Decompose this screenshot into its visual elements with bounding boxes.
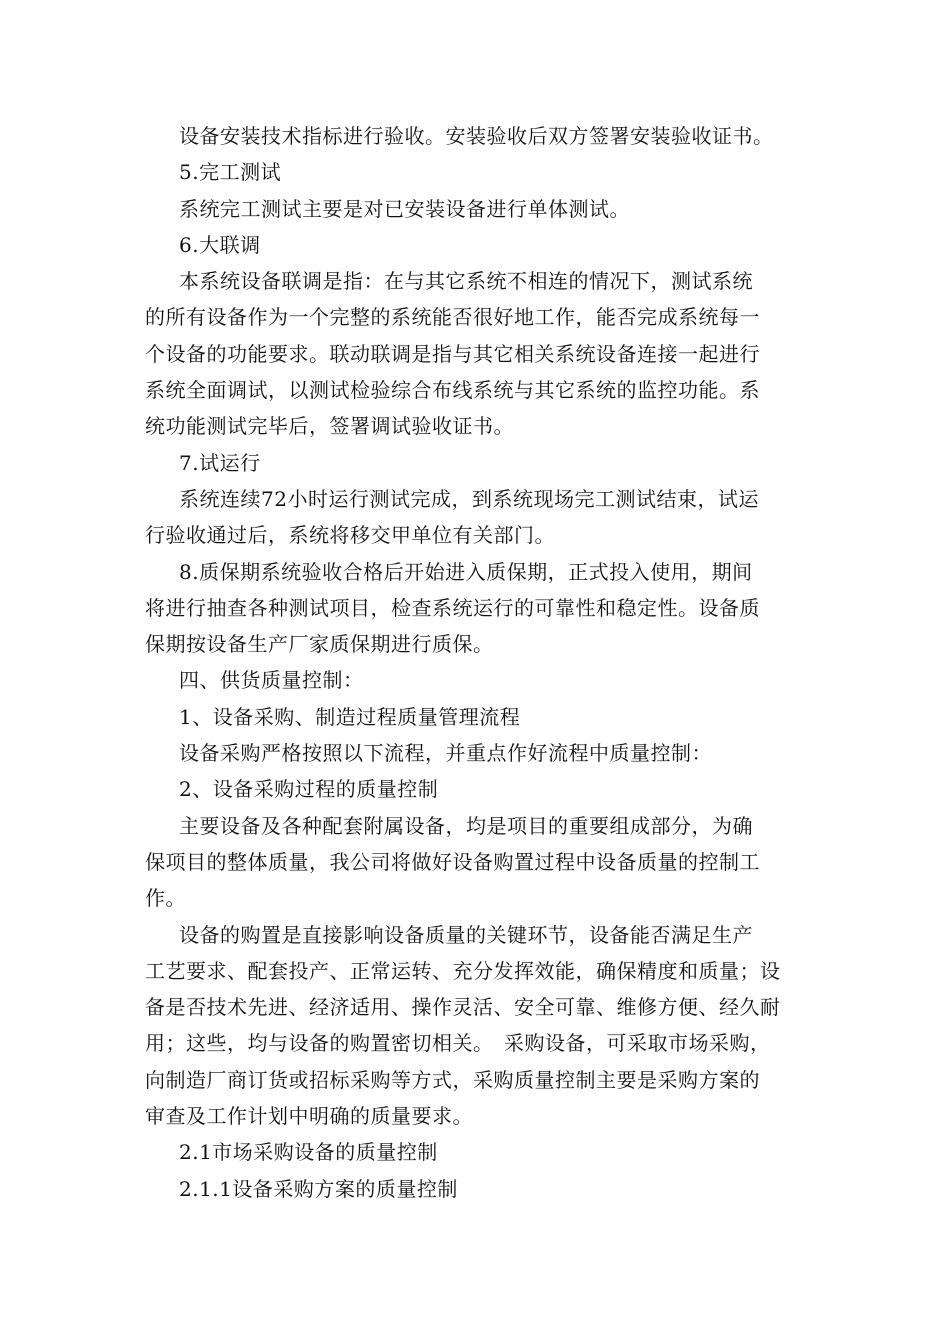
text-line: 向制造厂商订货或招标采购等方式，采购质量控制主要是采购方案的 [145,1067,760,1092]
text-line: 设备采购严格按照以下流程，并重点作好流程中质量控制： [179,741,712,766]
text-line: 个设备的功能要求。联动联调是指与其它相关系统设备连接一起进行 [145,341,760,366]
text-line: 行验收通过后，系统将移交甲单位有关部门。 [145,523,555,548]
text-line: 1、设备采购、制造过程质量管理流程 [179,704,521,729]
text-line: 四、供货质量控制： [179,668,364,693]
text-line: 系统全面调试，以测试检验综合布线系统与其它系统的监控功能。系 [145,378,760,403]
text-line: 本系统设备联调是指：在与其它系统不相连的情况下，测试系统 [179,269,753,294]
text-line: 统功能测试完毕后，签署调试验收证书。 [145,414,514,439]
text-line: 主要设备及各种配套附属设备，均是项目的重要组成部分，为确 [179,813,753,838]
text-line: 8.质保期系统验收合格后开始进入质保期，正式投入使用，期间 [179,559,753,584]
text-line: 作。 [145,886,186,911]
text-line: 设备安装技术指标进行验收。安装验收后双方签署安装验收证书。 [179,124,774,148]
text-line: 保期按设备生产厂家质保期进行质保。 [145,632,494,657]
document-body [145,118,815,1207]
text-line: 审查及工作计划中明确的质量要求。 [145,1104,473,1129]
text-line: 系统完工测试主要是对已安装设备进行单体测试。 [179,196,630,221]
text-line: 2.1.1设备采购方案的质量控制 [179,1176,458,1201]
text-line: 设备的购置是直接影响设备质量的关键环节，设备能否满足生产 [179,922,753,947]
text-line: 备是否技术先进、经济适用、操作灵活、安全可靠、维修方便、经久耐 [145,995,781,1020]
text-line: 工艺要求、配套投产、正常运转、充分发挥效能，确保精度和质量；设 [145,958,781,983]
text-line: 5.完工测试 [179,160,282,185]
text-line: 6.大联调 [179,232,261,257]
text-line: 系统连续72小时运行测试完成，到系统现场完工测试结束，试运 [179,486,759,511]
text-line: 2.1市场采购设备的质量控制 [179,1140,438,1165]
text-line: 的所有设备作为一个完整的系统能否很好地工作，能否完成系统每一 [145,305,760,330]
text-line: 将进行抽查各种测试项目，检查系统运行的可靠性和稳定性。设备质 [145,595,760,620]
text-line: 用；这些，均与设备的购置密切相关。 采购设备，可采取市场采购， [145,1031,771,1056]
text-line: 7.试运行 [179,450,261,475]
text-line: 保项目的整体质量，我公司将做好设备购置过程中设备质量的控制工 [145,849,760,874]
text-line: 2、设备采购过程的质量控制 [179,777,439,802]
